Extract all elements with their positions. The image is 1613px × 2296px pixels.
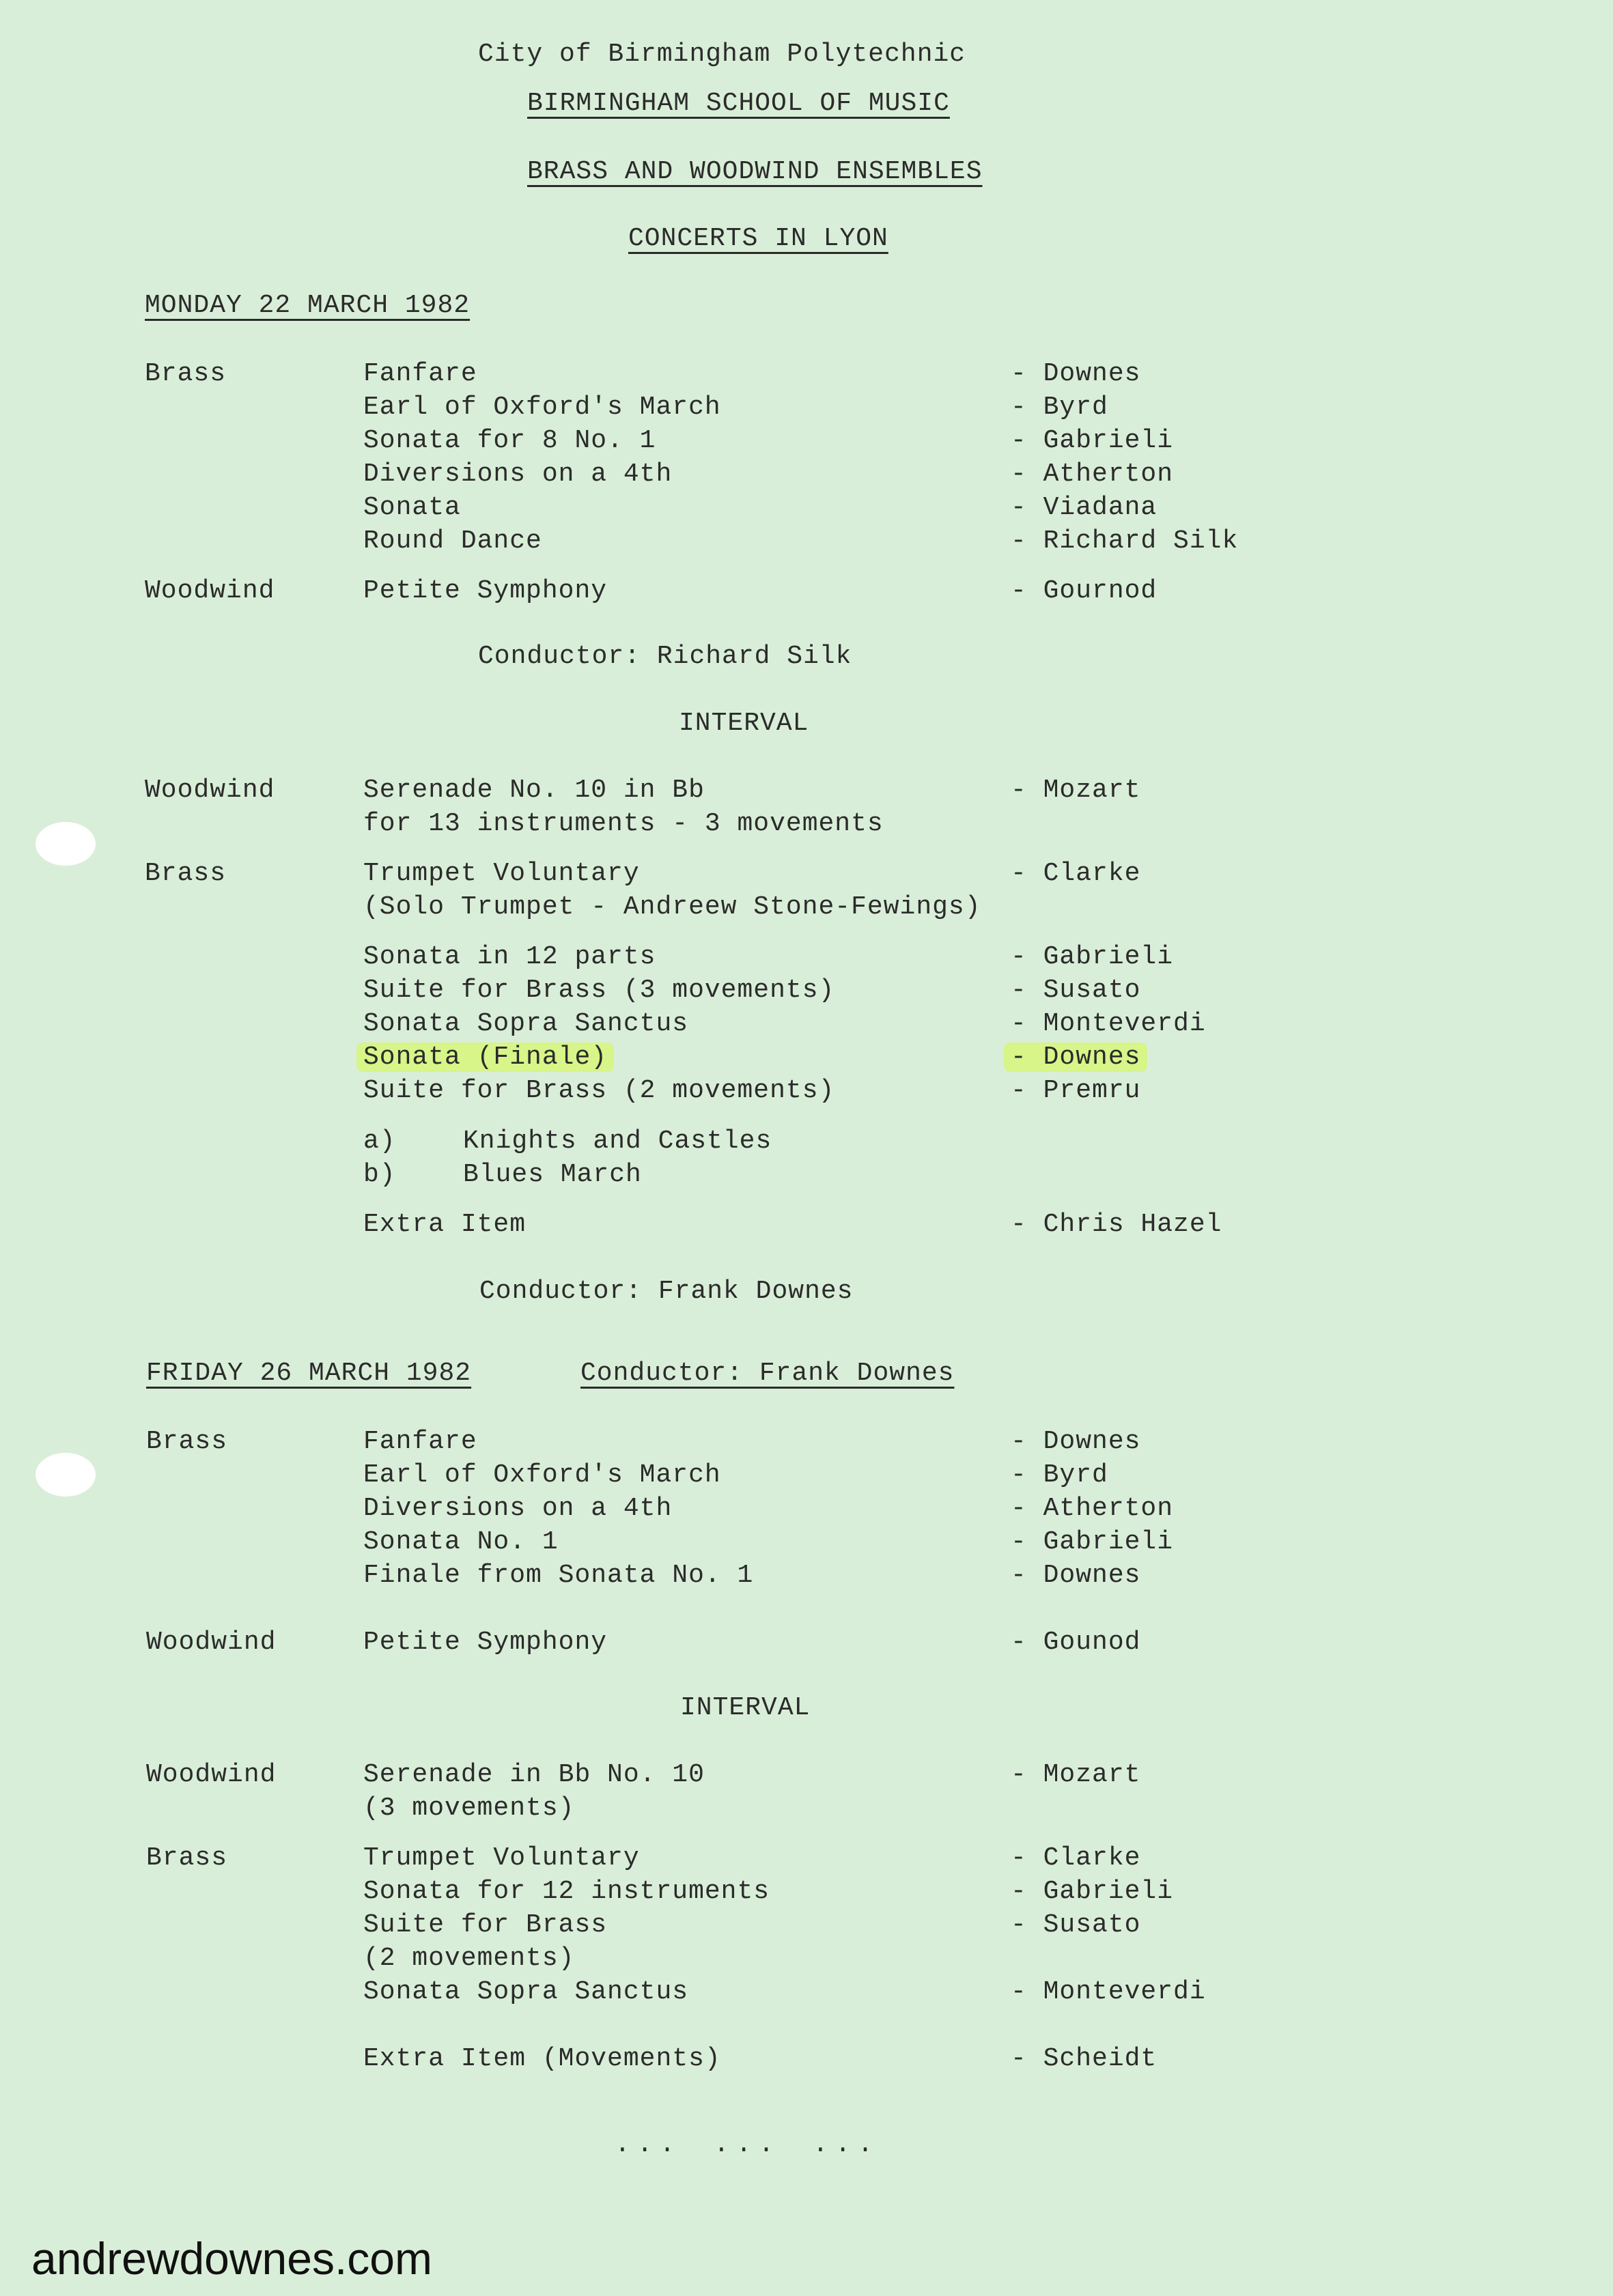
interval-label: INTERVAL: [680, 1693, 811, 1723]
programme-composer: - Downes: [1011, 1427, 1141, 1456]
programme-title: Sonata in 12 parts: [363, 942, 656, 972]
programme-title: Suite for Brass (3 movements): [363, 976, 835, 1005]
programme-composer: - Susato: [1011, 976, 1141, 1005]
programme-composer: - Gournod: [1011, 576, 1158, 606]
section-label: Brass: [145, 359, 227, 388]
programme-title: Serenade No. 10 in Bb: [363, 776, 705, 805]
programme-composer: - Gabrieli: [1011, 942, 1174, 972]
highlight-mark: Sonata (Finale): [356, 1043, 614, 1072]
programme-title: Trumpet Voluntary: [363, 859, 640, 888]
programme-title: Suite for Brass (2 movements): [363, 1076, 835, 1105]
programme-title: Suite for Brass: [363, 1910, 608, 1940]
programme-composer: - Susato: [1011, 1910, 1141, 1940]
programme-title: Sonata No. 1: [363, 1527, 559, 1557]
programme-title: Fanfare: [363, 1427, 477, 1456]
programme-title: Extra Item: [363, 1210, 527, 1239]
sub-item-title: Blues March: [463, 1160, 642, 1189]
programme-title-continued: for 13 instruments - 3 movements: [363, 809, 884, 838]
section-label: Brass: [145, 859, 227, 888]
concert2-conductor: Conductor: Frank Downes: [580, 1359, 955, 1388]
website-watermark: andrewdownes.com: [31, 2233, 432, 2284]
highlight-mark: - Downes: [1004, 1043, 1147, 1072]
sub-item-title: Knights and Castles: [463, 1126, 772, 1156]
programme-composer: - Monteverdi: [1011, 1009, 1206, 1038]
section-label: Brass: [146, 1427, 228, 1456]
programme-composer: - Chris Hazel: [1011, 1210, 1222, 1239]
programme-title: Sonata: [363, 493, 461, 522]
punch-hole: [36, 1453, 96, 1497]
conductor-line: Conductor: Richard Silk: [478, 642, 852, 671]
programme-title: Earl of Oxford's March: [363, 393, 721, 422]
programme-title: Trumpet Voluntary: [363, 1843, 640, 1873]
soloist-note: (Solo Trumpet - Andreew Stone-Fewings): [363, 892, 981, 922]
dots-group: ...: [714, 2130, 781, 2159]
concerts-title: CONCERTS IN LYON: [628, 224, 888, 253]
highlighted-title: [363, 1041, 614, 1074]
programme-composer: - Richard Silk: [1011, 526, 1239, 556]
punch-hole: [36, 822, 96, 866]
sub-item-letter: b): [363, 1160, 396, 1189]
programme-title: Earl of Oxford's March: [363, 1460, 721, 1490]
programme-title: Sonata for 12 instruments: [363, 1877, 770, 1906]
programme-title: Fanfare: [363, 359, 477, 388]
programme-composer: - Gounod: [1011, 1628, 1141, 1657]
section-label: Woodwind: [145, 776, 275, 805]
programme-title: Serenade in Bb No. 10: [363, 1760, 705, 1789]
concert2-date: FRIDAY 26 MARCH 1982: [146, 1359, 472, 1388]
programme-composer: - Atherton: [1011, 1494, 1174, 1523]
programme-composer: - Premru: [1011, 1076, 1141, 1105]
institution-name: City of Birmingham Polytechnic: [478, 40, 966, 69]
programme-title: Petite Symphony: [363, 1628, 608, 1657]
programme-title: Sonata for 8 No. 1: [363, 426, 656, 455]
concert1-date: MONDAY 22 MARCH 1982: [145, 291, 471, 320]
programme-title: Extra Item (Movements): [363, 2044, 721, 2073]
continuation-dots: [615, 2130, 912, 2159]
sub-item-letter: a): [363, 1126, 396, 1156]
programme-title-continued: (2 movements): [363, 1944, 575, 1973]
ensembles-title: BRASS AND WOODWIND ENSEMBLES: [527, 157, 983, 186]
programme-composer: - Mozart: [1011, 776, 1141, 805]
interval-label: INTERVAL: [679, 709, 809, 738]
dots-group: ...: [813, 2130, 880, 2159]
programme-composer: - Atherton: [1011, 459, 1174, 489]
programme-composer: - Gabrieli: [1011, 1527, 1174, 1557]
highlighted-composer: [1011, 1041, 1147, 1074]
programme-title: Diversions on a 4th: [363, 459, 673, 489]
section-label: Woodwind: [146, 1628, 277, 1657]
programme-composer: - Byrd: [1011, 393, 1108, 422]
conductor-line: Conductor: Frank Downes: [479, 1277, 854, 1306]
programme-composer: - Clarke: [1011, 1843, 1141, 1873]
programme-title: Sonata Sopra Sanctus: [363, 1009, 689, 1038]
programme-composer: - Byrd: [1011, 1460, 1108, 1490]
school-name: BIRMINGHAM SCHOOL OF MUSIC: [527, 89, 950, 118]
programme-composer: - Downes: [1011, 359, 1141, 388]
programme-title-continued: (3 movements): [363, 1794, 575, 1823]
programme-composer: - Clarke: [1011, 859, 1141, 888]
programme-composer: - Gabrieli: [1011, 1877, 1174, 1906]
programme-title: Sonata Sopra Sanctus: [363, 1977, 689, 2007]
programme-composer: - Gabrieli: [1011, 426, 1174, 455]
section-label: Woodwind: [146, 1760, 277, 1789]
programme-composer: - Downes: [1011, 1561, 1141, 1590]
programme-title: Petite Symphony: [363, 576, 608, 606]
programme-composer: - Mozart: [1011, 1760, 1141, 1789]
programme-composer: - Scheidt: [1011, 2044, 1158, 2073]
programme-composer: - Viadana: [1011, 493, 1158, 522]
programme-title: Round Dance: [363, 526, 542, 556]
section-label: Brass: [146, 1843, 228, 1873]
programme-composer: - Monteverdi: [1011, 1977, 1206, 2007]
programme-title: Diversions on a 4th: [363, 1494, 673, 1523]
dots-group: ...: [615, 2130, 682, 2159]
section-label: Woodwind: [145, 576, 275, 606]
programme-title: Finale from Sonata No. 1: [363, 1561, 754, 1590]
